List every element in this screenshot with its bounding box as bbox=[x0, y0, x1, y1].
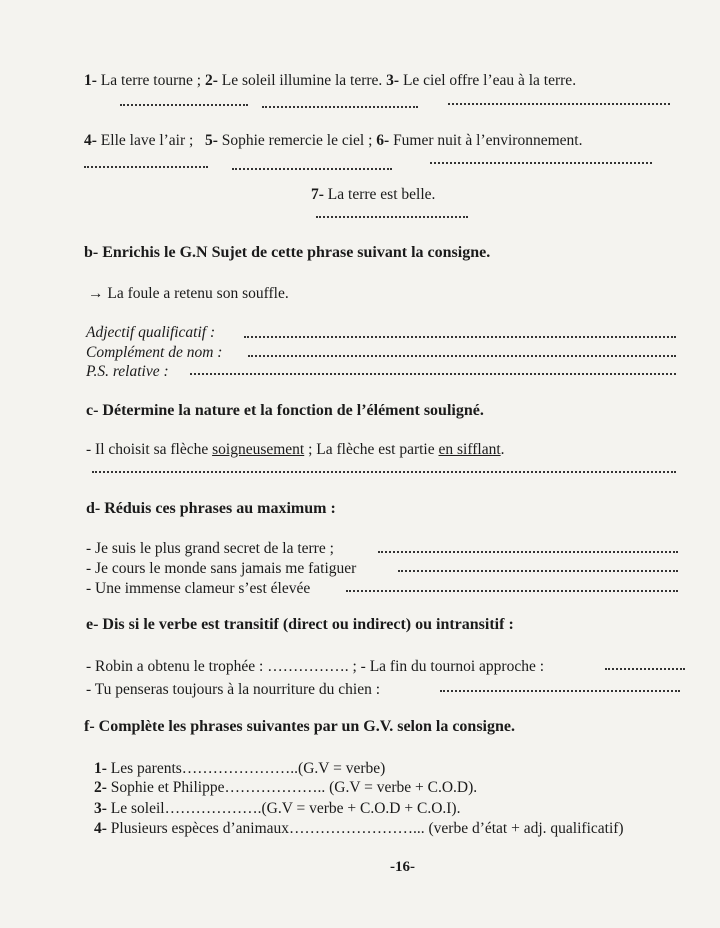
sentence-text: Sophie et Philippe……………….. (G.V = verbe + C.O.D). bbox=[110, 779, 478, 796]
sentence-text: Le ciel offre l’eau à la terre. bbox=[402, 72, 577, 89]
item-number: 7- bbox=[311, 186, 324, 203]
item-number: 1- bbox=[84, 72, 97, 89]
item-number: 5- bbox=[204, 132, 218, 149]
phrase-item: - Robin a obtenu le trophée : ……………. ; bbox=[86, 658, 357, 675]
sentence-text: ; La flèche est partie bbox=[308, 441, 435, 458]
answer-line[interactable] bbox=[92, 471, 676, 473]
answer-line[interactable] bbox=[84, 166, 208, 168]
complete-item bbox=[94, 820, 624, 838]
phrase-item: - Je cours le monde sans jamais me fatiguer bbox=[86, 560, 357, 577]
answer-line[interactable] bbox=[262, 106, 418, 108]
answer-line[interactable] bbox=[316, 216, 468, 218]
sentence-text: . bbox=[500, 441, 505, 458]
section-c-title: c- Détermine la nature et la fonction de l’élément souligné. bbox=[86, 402, 484, 419]
complete-item bbox=[94, 779, 477, 797]
phrase-item: - Une immense clameur s’est élevée bbox=[86, 580, 311, 597]
answer-line[interactable] bbox=[440, 690, 680, 692]
section-b-sentence: → La foule a retenu son souffle. bbox=[88, 285, 289, 302]
sentence-row-2 bbox=[84, 132, 582, 150]
answer-line[interactable] bbox=[430, 162, 652, 164]
answer-line[interactable] bbox=[248, 355, 676, 357]
sentence-text: Le soleil illumine la terre. bbox=[221, 72, 383, 89]
underlined-element: soigneusement bbox=[212, 441, 305, 458]
answer-line[interactable] bbox=[232, 168, 392, 170]
section-b-title: b- Enrichis le G.N Sujet de cette phrase suivant la consigne. bbox=[84, 244, 491, 261]
sentence-row-1 bbox=[84, 72, 576, 90]
verb-item-1 bbox=[86, 658, 544, 676]
section-c-sentence bbox=[86, 441, 505, 459]
verb-item-2: - Tu penseras toujours à la nourriture du chien : bbox=[86, 681, 381, 698]
answer-line[interactable] bbox=[378, 551, 678, 553]
complete-item bbox=[94, 760, 385, 778]
sentence-text: La terre est belle. bbox=[327, 186, 436, 203]
sentence-text: Plusieurs espèces d’animaux……………………... (verbe d’état + adj. qualificatif) bbox=[110, 820, 624, 837]
item-number: 4- bbox=[84, 132, 97, 149]
section-d-title: d- Réduis ces phrases au maximum : bbox=[86, 500, 336, 517]
item-number: 2- bbox=[204, 72, 218, 89]
sentence-text: Elle lave l’air ; bbox=[100, 132, 194, 149]
answer-line[interactable] bbox=[448, 103, 670, 105]
answer-line[interactable] bbox=[398, 570, 678, 572]
page-number: -16- bbox=[390, 859, 415, 875]
item-number: 6- bbox=[376, 132, 390, 149]
sentence-text: Le soleil……………….(G.V = verbe + C.O.D + C.O.I). bbox=[110, 800, 461, 817]
sentence-text: - Il choisit sa flèche bbox=[86, 441, 209, 458]
phrase-item: - La fin du tournoi approche : bbox=[360, 658, 545, 675]
consigne-label: Adjectif qualificatif : bbox=[86, 324, 216, 341]
sentence-row-3 bbox=[311, 186, 435, 204]
item-number: 4- bbox=[94, 820, 107, 837]
sentence-text: Sophie remercie le ciel ; bbox=[221, 132, 373, 149]
sentence-text: Fumer nuit à l’environnement. bbox=[393, 132, 583, 149]
answer-line[interactable] bbox=[244, 336, 676, 338]
sentence-text: Les parents…………………..(G.V = verbe) bbox=[110, 760, 386, 777]
sentence-text: La terre tourne ; bbox=[100, 72, 202, 89]
item-number: 3- bbox=[94, 800, 107, 817]
consigne-label: Complément de nom : bbox=[86, 344, 223, 361]
section-f-title: f- Complète les phrases suivantes par un G.V. selon la consigne. bbox=[84, 718, 515, 735]
item-number: 2- bbox=[94, 779, 107, 796]
consigne-label: P.S. relative : bbox=[86, 363, 169, 380]
underlined-element: en sifflant bbox=[438, 441, 501, 458]
answer-line[interactable] bbox=[605, 668, 685, 670]
answer-line[interactable] bbox=[190, 373, 676, 375]
item-number: 1- bbox=[94, 760, 107, 777]
item-number: 3- bbox=[386, 72, 400, 89]
complete-item bbox=[94, 800, 460, 818]
phrase-item: - Je suis le plus grand secret de la terre ; bbox=[86, 540, 334, 557]
section-e-title: e- Dis si le verbe est transitif (direct ou indirect) ou intransitif : bbox=[86, 616, 514, 633]
answer-line[interactable] bbox=[346, 590, 678, 592]
answer-line[interactable] bbox=[120, 104, 248, 106]
